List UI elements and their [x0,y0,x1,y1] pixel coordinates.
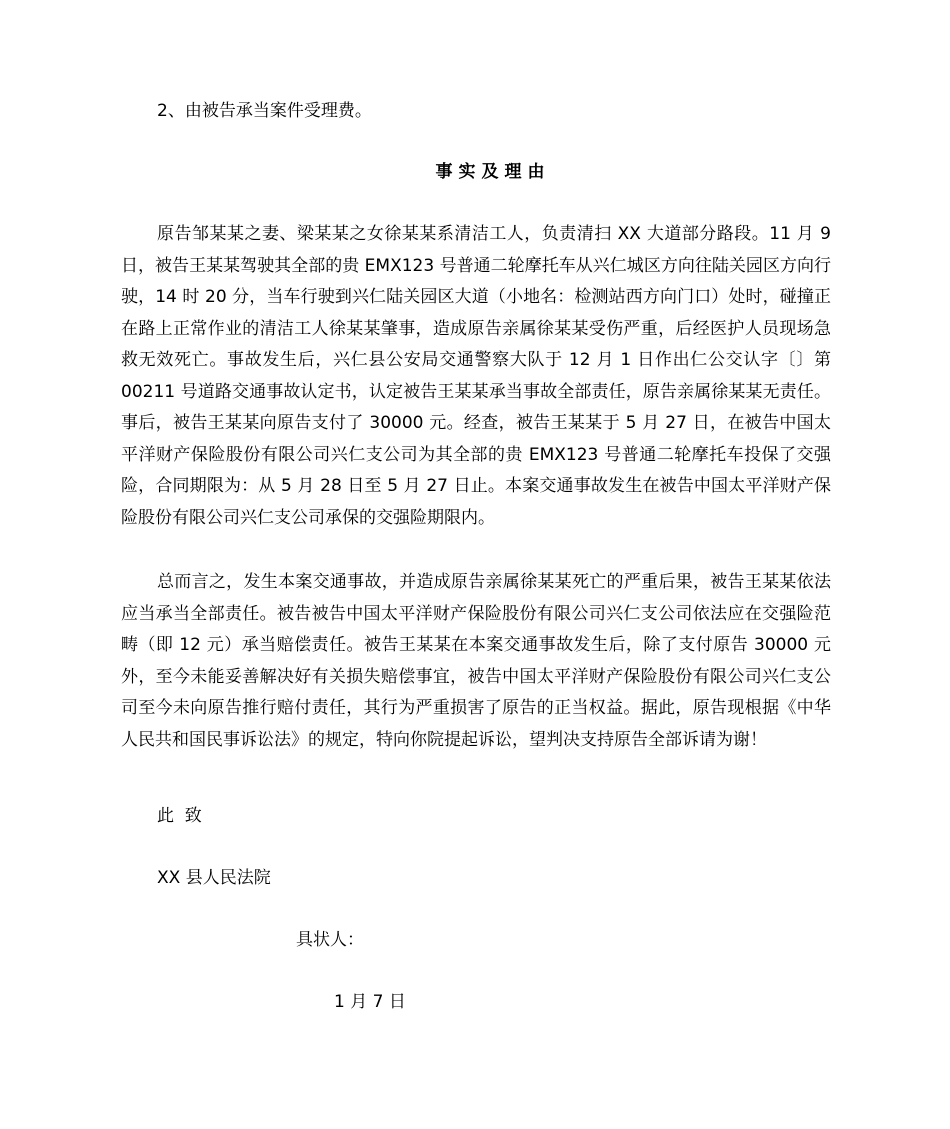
facts-paragraph-1: 原告邹某某之妻、梁某某之女徐某某系清洁工人，负责清扫 XX 大道部分路段。11 月 9 日，被告王某某驾驶其全部的贵 EMX123 号普通二轮摩托车从兴仁城区方向往陆关园区方向行驶，14 时 20 分，当车行驶到兴仁陆关园区大道（小地名：检测站西方向门口）处时，碰撞正在路上正常作业的清洁工人徐某某肇事，造成原告亲属徐某某受伤严重，后经医护人员现场急救无效死亡。事故发生后，兴仁县公安局交通警察大队于 12 月 1 日作出仁公交认字〔〕第 00211 号道路交通事故认定书，认定被告王某某承当事故全部责任，原告亲属徐某某无责任。事后，被告王某某向原告支付了 30000 元。经查，被告王某某于 5 月 27 日，在被告中国太平洋财产保险股份有限公司兴仁支公司为其全部的贵 EMX123 号普通二轮摩托车投保了交强险，合同期限为：从 5 月 28 日至 5 月 27 日止。本案交通事故发生在被告中国太平洋财产保险股份有限公司兴仁支公司承保的交强险期限内。 [121,224,831,528]
section-heading: 事实及理由 [435,162,551,182]
closing-phrase: 此 致 [157,806,202,826]
signature-label: 具状人： [296,930,364,950]
recipient-court: XX 县人民法院 [157,868,271,888]
document-date: 1 月 7 日 [334,992,406,1012]
facts-paragraph-2: 总而言之，发生本案交通事故，并造成原告亲属徐某某死亡的严重后果，被告王某某依法应当承当全部责任。被告被告中国太平洋财产保险股份有限公司兴仁支公司依法应在交强险范畴（即 12 元）承当赔偿责任。被告王某某在本案交通事故发生后，除了支付原告 30000 元外，至今未能妥善解决好有关损失赔偿事宜，被告中国太平洋财产保险股份有限公司兴仁支公司至今未向原告推行赔付责任，其行为严重损害了原告的正当权益。据此，原告现根据《中华人民共和国民事诉讼法》的规定，特向你院提起诉讼，望判决支持原告全部诉请为谢！ [121,572,831,750]
claim-item-2: 2、由被告承当案件受理费。 [157,101,372,121]
